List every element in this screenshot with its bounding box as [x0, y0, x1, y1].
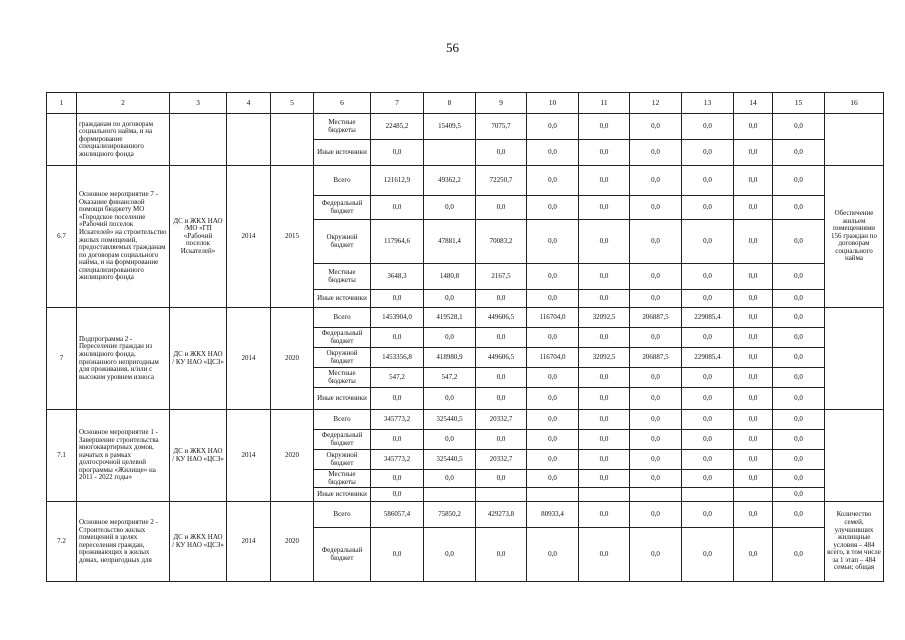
funding-source: Окружной бюджет — [314, 220, 371, 264]
amount-cell: 0,0 — [773, 290, 825, 308]
amount-cell: 0,0 — [476, 368, 527, 388]
amount-cell: 0,0 — [476, 290, 527, 308]
amount-cell: 418980,9 — [424, 348, 476, 368]
amount-cell: 0,0 — [773, 410, 825, 430]
funding-source: Местные бюджеты — [314, 264, 371, 290]
amount-cell: 0,0 — [682, 166, 734, 196]
amount-cell: 20332,7 — [476, 410, 527, 430]
amount-cell: 0,0 — [476, 196, 527, 220]
amount-cell: 0,0 — [773, 348, 825, 368]
amount-cell: 1480,8 — [424, 264, 476, 290]
column-number: 1 — [47, 93, 77, 114]
amount-cell: 0,0 — [734, 264, 773, 290]
start-year-cell: 2014 — [227, 308, 271, 410]
amount-cell: 0,0 — [682, 290, 734, 308]
amount-cell: 0,0 — [682, 430, 734, 450]
amount-cell: 0,0 — [579, 388, 630, 410]
amount-cell: 0,0 — [371, 196, 424, 220]
column-number: 10 — [527, 93, 579, 114]
end-year-cell: 2015 — [271, 166, 314, 308]
amount-cell: 0,0 — [734, 348, 773, 368]
amount-cell — [424, 140, 476, 166]
amount-cell: 1453904,0 — [371, 308, 424, 328]
start-year-cell — [227, 114, 271, 166]
amount-cell: 345773,2 — [371, 450, 424, 470]
funding-source: Местные бюджеты — [314, 470, 371, 488]
amount-cell: 0,0 — [527, 328, 579, 348]
amount-cell: 22485,2 — [371, 114, 424, 140]
funding-source: Окружной бюджет — [314, 450, 371, 470]
amount-cell: 0,0 — [476, 388, 527, 410]
result-cell: Обеспечение жильем помещениями 156 граждан по договорам социального найма — [825, 166, 884, 308]
amount-cell: 7075,7 — [476, 114, 527, 140]
amount-cell: 586057,4 — [371, 502, 424, 528]
column-number: 14 — [734, 93, 773, 114]
funding-source: Федеральный бюджет — [314, 430, 371, 450]
funding-source: Всего — [314, 308, 371, 328]
amount-cell: 0,0 — [371, 488, 424, 502]
funding-source: Иные источники — [314, 290, 371, 308]
funding-source: Иные источники — [314, 488, 371, 502]
amount-cell: 20332,7 — [476, 450, 527, 470]
amount-cell: 1453356,8 — [371, 348, 424, 368]
amount-cell: 72250,7 — [476, 166, 527, 196]
column-number: 4 — [227, 93, 271, 114]
amount-cell: 0,0 — [682, 470, 734, 488]
amount-cell: 0,0 — [773, 264, 825, 290]
amount-cell: 0,0 — [527, 264, 579, 290]
amount-cell — [630, 488, 682, 502]
amount-cell — [527, 488, 579, 502]
amount-cell: 0,0 — [579, 328, 630, 348]
end-year-cell: 2020 — [271, 410, 314, 502]
end-year-cell: 2020 — [271, 308, 314, 410]
amount-cell: 0,0 — [734, 430, 773, 450]
amount-cell: 0,0 — [527, 220, 579, 264]
page-number: 56 — [446, 40, 459, 55]
amount-cell: 429273,8 — [476, 502, 527, 528]
table-row — [47, 308, 884, 328]
amount-cell: 0,0 — [527, 140, 579, 166]
amount-cell: 0,0 — [682, 368, 734, 388]
executor-cell: ДС и ЖКХ НАО /МО «ГП «Рабочий поселок Искателей» — [170, 166, 227, 308]
amount-cell: 0,0 — [424, 290, 476, 308]
amount-cell: 206887,5 — [630, 308, 682, 328]
amount-cell: 0,0 — [773, 368, 825, 388]
amount-cell: 0,0 — [424, 196, 476, 220]
amount-cell: 0,0 — [371, 290, 424, 308]
amount-cell: 0,0 — [682, 114, 734, 140]
amount-cell: 0,0 — [579, 114, 630, 140]
amount-cell: 0,0 — [527, 450, 579, 470]
measure-description: Основное мероприятие 2 - Строительство жилых помещений в целях переселения граждан, проживающих в жилых домах, непригодных для — [77, 502, 170, 582]
column-number: 8 — [424, 93, 476, 114]
amount-cell: 0,0 — [579, 140, 630, 166]
column-number: 2 — [77, 93, 170, 114]
funding-source: Федеральный бюджет — [314, 528, 371, 582]
executor-cell: ДС и ЖКХ НАО / КУ НАО «ЦСЗ» — [170, 410, 227, 502]
amount-cell: 0,0 — [773, 502, 825, 528]
amount-cell: 0,0 — [579, 368, 630, 388]
amount-cell: 547,2 — [371, 368, 424, 388]
amount-cell: 0,0 — [579, 470, 630, 488]
amount-cell: 0,0 — [579, 166, 630, 196]
amount-cell: 0,0 — [682, 502, 734, 528]
amount-cell: 80933,4 — [527, 502, 579, 528]
executor-cell — [170, 114, 227, 166]
amount-cell: 0,0 — [734, 368, 773, 388]
amount-cell: 0,0 — [773, 140, 825, 166]
amount-cell: 0,0 — [424, 328, 476, 348]
row-number-cell: 7 — [47, 308, 77, 410]
amount-cell: 32092,5 — [579, 348, 630, 368]
column-number: 9 — [476, 93, 527, 114]
amount-cell: 0,0 — [630, 388, 682, 410]
amount-cell: 345773,2 — [371, 410, 424, 430]
amount-cell: 0,0 — [734, 308, 773, 328]
amount-cell: 0,0 — [630, 450, 682, 470]
amount-cell: 116704,0 — [527, 348, 579, 368]
amount-cell: 0,0 — [773, 196, 825, 220]
amount-cell: 0,0 — [773, 114, 825, 140]
amount-cell: 0,0 — [630, 166, 682, 196]
amount-cell: 0,0 — [579, 410, 630, 430]
amount-cell: 0,0 — [579, 430, 630, 450]
funding-table — [46, 92, 884, 582]
amount-cell: 0,0 — [773, 166, 825, 196]
funding-source: Федеральный бюджет — [314, 328, 371, 348]
amount-cell: 0,0 — [527, 290, 579, 308]
amount-cell: 325440,5 — [424, 410, 476, 430]
column-number: 12 — [630, 93, 682, 114]
end-year-cell: 2020 — [271, 502, 314, 582]
amount-cell: 32092,5 — [579, 308, 630, 328]
funding-source: Иные источники — [314, 388, 371, 410]
amount-cell: 70083,2 — [476, 220, 527, 264]
table-row — [47, 502, 884, 528]
amount-cell: 0,0 — [579, 290, 630, 308]
amount-cell: 0,0 — [424, 388, 476, 410]
measure-description: Подпрограмма 2 - Переселение граждан из жилищного фонда, признанного непригодным для проживания, и/или с высоким уровнем износа — [77, 308, 170, 410]
amount-cell: 0,0 — [371, 328, 424, 348]
amount-cell: 0,0 — [630, 502, 682, 528]
amount-cell: 0,0 — [630, 220, 682, 264]
amount-cell: 0,0 — [527, 166, 579, 196]
column-number: 7 — [371, 93, 424, 114]
measure-description: гражданам по договорам социального найма, и на формирование специализированного жилищного фонда — [77, 114, 170, 166]
table-row — [47, 114, 884, 140]
amount-cell: 0,0 — [579, 196, 630, 220]
table-body — [47, 114, 884, 582]
amount-cell: 15409,5 — [424, 114, 476, 140]
start-year-cell: 2014 — [227, 502, 271, 582]
amount-cell: 0,0 — [734, 470, 773, 488]
amount-cell: 229085,4 — [682, 348, 734, 368]
table-row — [47, 410, 884, 430]
funding-source: Федеральный бюджет — [314, 196, 371, 220]
amount-cell: 0,0 — [773, 488, 825, 502]
amount-cell: 0,0 — [773, 528, 825, 582]
amount-cell: 0,0 — [734, 328, 773, 348]
amount-cell: 3648,3 — [371, 264, 424, 290]
amount-cell: 0,0 — [773, 220, 825, 264]
amount-cell: 0,0 — [371, 528, 424, 582]
table-row — [47, 166, 884, 196]
amount-cell: 0,0 — [773, 430, 825, 450]
amount-cell: 229085,4 — [682, 308, 734, 328]
amount-cell: 0,0 — [527, 430, 579, 450]
amount-cell: 547,2 — [424, 368, 476, 388]
amount-cell: 0,0 — [734, 502, 773, 528]
amount-cell: 0,0 — [734, 140, 773, 166]
amount-cell — [424, 488, 476, 502]
amount-cell: 0,0 — [476, 430, 527, 450]
funding-source: Окружной бюджет — [314, 348, 371, 368]
funding-source: Всего — [314, 502, 371, 528]
amount-cell: 0,0 — [424, 430, 476, 450]
amount-cell: 0,0 — [630, 328, 682, 348]
amount-cell: 0,0 — [371, 140, 424, 166]
amount-cell — [579, 488, 630, 502]
amount-cell: 2167,5 — [476, 264, 527, 290]
amount-cell: 0,0 — [682, 328, 734, 348]
amount-cell: 0,0 — [630, 140, 682, 166]
amount-cell: 0,0 — [527, 114, 579, 140]
amount-cell: 121612,9 — [371, 166, 424, 196]
column-number: 16 — [825, 93, 884, 114]
amount-cell: 0,0 — [371, 470, 424, 488]
start-year-cell: 2014 — [227, 166, 271, 308]
column-number: 13 — [682, 93, 734, 114]
result-cell — [825, 308, 884, 410]
amount-cell: 0,0 — [734, 450, 773, 470]
amount-cell: 0,0 — [734, 528, 773, 582]
amount-cell: 0,0 — [527, 410, 579, 430]
amount-cell: 0,0 — [682, 264, 734, 290]
amount-cell: 449606,5 — [476, 348, 527, 368]
amount-cell: 0,0 — [734, 410, 773, 430]
amount-cell: 49362,2 — [424, 166, 476, 196]
amount-cell: 0,0 — [527, 528, 579, 582]
amount-cell: 0,0 — [476, 328, 527, 348]
funding-source: Всего — [314, 166, 371, 196]
amount-cell: 0,0 — [630, 410, 682, 430]
end-year-cell — [271, 114, 314, 166]
amount-cell: 0,0 — [371, 388, 424, 410]
amount-cell: 0,0 — [734, 388, 773, 410]
amount-cell: 0,0 — [682, 196, 734, 220]
funding-source: Местные бюджеты — [314, 114, 371, 140]
amount-cell: 0,0 — [630, 290, 682, 308]
amount-cell: 0,0 — [476, 140, 527, 166]
column-number: 3 — [170, 93, 227, 114]
amount-cell: 0,0 — [734, 114, 773, 140]
row-number-cell: 6.7 — [47, 166, 77, 308]
header-row — [47, 93, 884, 114]
amount-cell: 325440,5 — [424, 450, 476, 470]
executor-cell: ДС и ЖКХ НАО / КУ НАО «ЦСЗ» — [170, 502, 227, 582]
amount-cell: 0,0 — [682, 220, 734, 264]
amount-cell: 0,0 — [630, 528, 682, 582]
amount-cell — [734, 488, 773, 502]
column-number: 5 — [271, 93, 314, 114]
measure-description: Основное мероприятие 1 - Завершение строительства многоквартирных домов, начатых в рамках долгосрочной целевой программы «Жилище» на 2011 - 2022 годы» — [77, 410, 170, 502]
amount-cell: 0,0 — [527, 196, 579, 220]
amount-cell: 0,0 — [527, 470, 579, 488]
amount-cell: 0,0 — [371, 430, 424, 450]
amount-cell: 47881,4 — [424, 220, 476, 264]
amount-cell: 0,0 — [424, 528, 476, 582]
column-number: 11 — [579, 93, 630, 114]
amount-cell: 0,0 — [630, 114, 682, 140]
amount-cell: 116704,0 — [527, 308, 579, 328]
amount-cell: 0,0 — [682, 528, 734, 582]
amount-cell: 0,0 — [682, 410, 734, 430]
funding-source: Иные источники — [314, 140, 371, 166]
funding-source: Местные бюджеты — [314, 368, 371, 388]
amount-cell: 0,0 — [476, 470, 527, 488]
amount-cell: 0,0 — [527, 368, 579, 388]
table-header — [47, 93, 884, 114]
row-number-cell: 7.2 — [47, 502, 77, 582]
amount-cell: 0,0 — [579, 220, 630, 264]
executor-cell: ДС и ЖКХ НАО / КУ НАО «ЦСЗ» — [170, 308, 227, 410]
amount-cell: 117964,6 — [371, 220, 424, 264]
amount-cell: 419528,1 — [424, 308, 476, 328]
amount-cell: 0,0 — [773, 470, 825, 488]
amount-cell: 0,0 — [773, 388, 825, 410]
funding-source: Всего — [314, 410, 371, 430]
amount-cell: 0,0 — [579, 502, 630, 528]
amount-cell: 0,0 — [630, 430, 682, 450]
amount-cell: 0,0 — [527, 388, 579, 410]
amount-cell: 0,0 — [476, 528, 527, 582]
row-number-cell: 7.1 — [47, 410, 77, 502]
amount-cell: 0,0 — [630, 196, 682, 220]
amount-cell: 0,0 — [734, 196, 773, 220]
amount-cell: 0,0 — [630, 368, 682, 388]
amount-cell: 75850,2 — [424, 502, 476, 528]
amount-cell: 0,0 — [630, 470, 682, 488]
amount-cell: 0,0 — [579, 264, 630, 290]
amount-cell: 0,0 — [682, 388, 734, 410]
amount-cell: 0,0 — [682, 140, 734, 166]
amount-cell: 0,0 — [734, 290, 773, 308]
amount-cell: 449606,5 — [476, 308, 527, 328]
amount-cell: 0,0 — [630, 264, 682, 290]
amount-cell — [682, 488, 734, 502]
result-cell — [825, 410, 884, 502]
column-number: 15 — [773, 93, 825, 114]
amount-cell: 0,0 — [773, 328, 825, 348]
amount-cell: 0,0 — [424, 470, 476, 488]
amount-cell: 0,0 — [773, 450, 825, 470]
row-number-cell — [47, 114, 77, 166]
amount-cell — [476, 488, 527, 502]
result-cell: Количество семей, улучшивших жилищные условия – 484 всего, в том числе за 1 этап – 484 семьи; общая — [825, 502, 884, 582]
column-number: 6 — [314, 93, 371, 114]
amount-cell: 0,0 — [734, 166, 773, 196]
amount-cell: 0,0 — [773, 308, 825, 328]
measure-description: Основное мероприятие 7 - Оказание финансовой помощи бюджету МО «Городское поселение «Рабочий поселок Искателей» на строительство жилых помещений, предоставляемых гражданам по договорам социального найма, и на формирование специализированного жилищного фонда — [77, 166, 170, 308]
amount-cell: 0,0 — [579, 450, 630, 470]
amount-cell: 0,0 — [734, 220, 773, 264]
amount-cell: 0,0 — [682, 450, 734, 470]
result-cell — [825, 114, 884, 166]
amount-cell: 206887,5 — [630, 348, 682, 368]
start-year-cell: 2014 — [227, 410, 271, 502]
amount-cell: 0,0 — [579, 528, 630, 582]
